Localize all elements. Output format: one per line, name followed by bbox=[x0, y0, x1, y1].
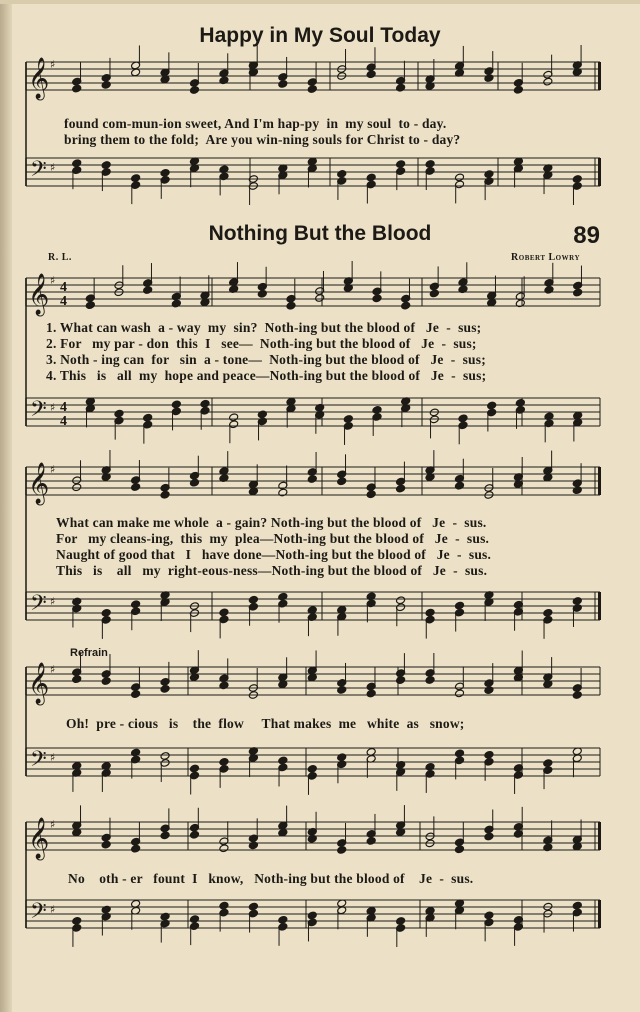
system-4-treble-note-head bbox=[454, 689, 464, 698]
system-2-treble-note-head bbox=[315, 294, 325, 303]
music-credit: Robert Lowry bbox=[511, 252, 580, 263]
system-4-bass-note-head bbox=[307, 765, 317, 774]
verse-line-1b: What can make me whole a - gain? Noth-ing but the blood of Je - sus. bbox=[56, 515, 487, 530]
system-1-bass-end-bar-thick bbox=[598, 158, 601, 186]
system-3-bass-note-head bbox=[454, 601, 464, 610]
system-1-treble-clef-icon: 𝄞 bbox=[28, 58, 50, 99]
verse-line-3a: 3. Noth - ing can for sin a - tone— Noth-ing but the blood of Je - sus; bbox=[46, 352, 486, 367]
system-1-bass-note-head bbox=[131, 174, 141, 183]
system-3-bass-note-head bbox=[101, 609, 111, 618]
verse-line-4b: This is all my right-eous-ness—Noth-ing but the blood of Je - sus. bbox=[56, 563, 488, 578]
system-2-treble-note-head bbox=[171, 299, 181, 308]
system-3-treble-note-head bbox=[72, 483, 82, 492]
system-3-bass-note-head bbox=[131, 600, 141, 609]
system-4-bass-note-head bbox=[425, 763, 435, 772]
system-2-bass-time-sig-bottom: 4 bbox=[60, 414, 67, 429]
system-4-bass-note-head bbox=[189, 764, 199, 773]
system-4-treble-note-head bbox=[572, 691, 582, 700]
system-5-treble-note-head bbox=[101, 840, 111, 849]
system-3-treble-note-head bbox=[160, 490, 170, 499]
system-1-treble-note-head bbox=[513, 85, 523, 94]
system-3-bass-note-head bbox=[425, 608, 435, 617]
system-5-treble-note-head bbox=[454, 845, 464, 854]
system-2-treble-note-head bbox=[286, 301, 296, 310]
system-4-bass-key-sharp-icon: ♯ bbox=[50, 751, 56, 764]
system-4-treble-clef-icon: 𝄞 bbox=[28, 663, 50, 704]
system-3-treble-note-head bbox=[366, 490, 376, 499]
system-4-treble-note-head bbox=[131, 690, 141, 699]
system-4-treble-note-head bbox=[396, 676, 406, 685]
system-1-bass-key-sharp-icon: ♯ bbox=[50, 161, 56, 174]
system-5-bass-key-sharp-icon: ♯ bbox=[50, 903, 56, 916]
system-4-bass-note-head bbox=[131, 748, 141, 757]
system-3-treble-end-bar-thick bbox=[598, 467, 601, 495]
system-2-bass-note-head bbox=[114, 409, 124, 418]
system-3-bass-end-bar-thick bbox=[598, 592, 601, 620]
previous-hymn-title: Happy in My Soul Today bbox=[199, 24, 441, 47]
system-3-bass-note-head bbox=[543, 608, 553, 617]
system-5-bass-note-head bbox=[396, 917, 406, 926]
system-3-bass-note-head bbox=[72, 597, 82, 606]
system-4-bass-note-head bbox=[160, 752, 170, 761]
system-4-treble-note-head bbox=[160, 685, 170, 694]
hymn-title: Nothing But the Blood bbox=[208, 222, 432, 245]
system-5-treble-end-bar-thick bbox=[598, 822, 601, 850]
verse-line-2b: For my cleans-ing, this my plea—Noth-ing but the blood of Je - sus. bbox=[56, 531, 490, 546]
system-5-bass-clef-icon: 𝄢 bbox=[30, 899, 47, 929]
system-1-treble-note-head bbox=[72, 84, 82, 93]
system-5-treble-note-head bbox=[484, 832, 494, 841]
system-2-bass-note-head bbox=[515, 399, 525, 408]
verse-line-3b: Naught of good that I have done—Noth-ing but the blood of Je - sus. bbox=[56, 547, 492, 562]
system-4-treble-note-head bbox=[101, 677, 111, 686]
system-2-treble-note-head bbox=[573, 288, 583, 297]
system-3-treble-note-head bbox=[278, 488, 288, 497]
system-2-treble-note-head bbox=[429, 289, 439, 298]
system-5-bass-note-head bbox=[307, 911, 317, 920]
system-2-bass-note-head bbox=[487, 401, 497, 410]
system-1-bass-note-head bbox=[396, 160, 406, 169]
system-5-treble-key-sharp-icon: ♯ bbox=[50, 818, 56, 831]
system-2-treble-time-sig-bottom: 4 bbox=[60, 294, 67, 309]
system-2-bass-note-head bbox=[458, 414, 468, 423]
hymn-number: 89 bbox=[573, 222, 600, 249]
system-1-treble-note-head bbox=[101, 80, 111, 89]
refrain-lyric-2: No oth - er fount I know, Noth-ing but the blood of Je - sus. bbox=[68, 871, 474, 886]
system-4-bass-note-head bbox=[278, 756, 288, 765]
system-3-treble-note-head bbox=[307, 475, 317, 484]
system-5-treble-note-head bbox=[189, 830, 199, 839]
system-2-treble-note-head bbox=[372, 294, 382, 303]
system-5-treble-note-head bbox=[219, 844, 229, 853]
system-3-treble-note-head bbox=[396, 484, 406, 493]
system-3-bass-note-head bbox=[572, 597, 582, 606]
system-4-treble-note-head bbox=[337, 686, 347, 695]
system-1-bass-clef-icon: 𝄢 bbox=[30, 157, 47, 187]
system-1-bass-note-head bbox=[454, 173, 464, 182]
system-1-treble-note-head bbox=[278, 80, 288, 89]
system-5-bass-note-head bbox=[572, 901, 582, 910]
system-2-treble-note-head bbox=[401, 301, 411, 310]
system-3-treble-note-head bbox=[337, 477, 347, 486]
system-5-bass-note-head bbox=[248, 902, 258, 911]
system-2-treble-note-head bbox=[143, 286, 153, 295]
system-3-treble-note-head bbox=[572, 486, 582, 495]
system-5-bass-note-head bbox=[219, 901, 229, 910]
system-1-treble-end-bar-thick bbox=[598, 62, 601, 90]
system-1-bass-note-head bbox=[425, 160, 435, 169]
refrain-label: Refrain bbox=[70, 647, 108, 659]
system-1-bass-note-head bbox=[72, 159, 82, 168]
system-1-treble-note-head bbox=[396, 83, 406, 92]
system-1-bass-note-head bbox=[484, 170, 494, 179]
system-2-bass-note-head bbox=[143, 413, 153, 422]
system-4-treble-note-head bbox=[484, 686, 494, 695]
system-1-bass-note-head bbox=[101, 161, 111, 170]
system-2-bass-note-head bbox=[229, 413, 239, 422]
system-3-treble-clef-icon: 𝄞 bbox=[28, 463, 50, 504]
system-2-bass-note-head bbox=[200, 399, 210, 408]
previous-hymn-lyric-1: found com-mun-ion sweet, And I'm hap-py in my soul to - day. bbox=[64, 116, 447, 131]
system-2-bass-note-head bbox=[257, 410, 267, 419]
system-2-bass-note-head bbox=[343, 415, 353, 424]
system-3-treble-note-head bbox=[454, 481, 464, 490]
system-4-treble-note-head bbox=[72, 675, 82, 684]
system-1-treble-note-head bbox=[543, 77, 553, 86]
system-4-bass-note-head bbox=[484, 750, 494, 759]
system-5-treble-note-head bbox=[160, 831, 170, 840]
system-4-treble-key-sharp-icon: ♯ bbox=[50, 663, 56, 676]
system-2-bass-key-sharp-icon: ♯ bbox=[50, 401, 56, 414]
system-3-treble-note-head bbox=[189, 478, 199, 487]
system-3-bass-key-sharp-icon: ♯ bbox=[50, 595, 56, 608]
system-2-bass-note-head bbox=[171, 400, 181, 409]
system-5-treble-note-head bbox=[131, 844, 141, 853]
system-1-treble-note-head bbox=[307, 85, 317, 94]
system-3-bass-note-head bbox=[248, 595, 258, 604]
system-1-treble-key-sharp-icon: ♯ bbox=[50, 58, 56, 71]
system-5-treble-note-head bbox=[366, 837, 376, 846]
refrain-lyric-1: Oh! pre - cious is the flow That makes me white as snow; bbox=[66, 716, 465, 731]
system-5-treble-clef-icon: 𝄞 bbox=[28, 818, 50, 859]
verse-line-1a: 1. What can wash a - way my sin? Noth-ing but the blood of Je - sus; bbox=[46, 320, 482, 335]
verse-line-2a: 2. For my par - don this I see— Noth-ing but the blood of Je - sus; bbox=[46, 336, 477, 351]
system-4-treble-note-head bbox=[425, 676, 435, 685]
verse-line-4a: 4. This is all my hope and peace—Noth-ing but the blood of Je - sus; bbox=[46, 368, 487, 383]
system-3-treble-key-sharp-icon: ♯ bbox=[50, 463, 56, 476]
system-4-bass-note-head bbox=[543, 759, 553, 768]
system-4-bass-note-head bbox=[454, 749, 464, 758]
system-2-treble-note-head bbox=[85, 301, 95, 310]
system-2-treble-note-head bbox=[544, 285, 554, 294]
system-1-treble-note-head bbox=[189, 86, 199, 95]
system-5-bass-note-head bbox=[484, 911, 494, 920]
system-1-bass-note-head bbox=[572, 175, 582, 184]
system-1-bass-note-head bbox=[366, 173, 376, 182]
system-1-treble-note-head bbox=[484, 74, 494, 83]
system-1-bass-note-head bbox=[160, 169, 170, 178]
previous-hymn-lyric-2: bring them to the fold; Are you win-ning souls for Christ to - day? bbox=[64, 132, 461, 147]
system-4-bass-note-head bbox=[337, 753, 347, 762]
system-2-bass-note-head bbox=[372, 406, 382, 415]
system-2-treble-key-sharp-icon: ♯ bbox=[50, 274, 56, 287]
system-2-treble-time-sig-top: 4 bbox=[60, 280, 67, 295]
system-1-bass-note-head bbox=[337, 170, 347, 179]
system-3-bass-note-head bbox=[396, 596, 406, 605]
system-4-bass-note-head bbox=[219, 758, 229, 767]
system-5-bass-note-head bbox=[72, 917, 82, 926]
system-2-treble-clef-icon: 𝄞 bbox=[28, 274, 50, 315]
system-5-bass-note-head bbox=[278, 915, 288, 924]
system-3-treble-note-head bbox=[131, 483, 141, 492]
system-5-treble-note-head bbox=[337, 846, 347, 855]
system-5-treble-note-head bbox=[248, 841, 258, 850]
system-2-bass-time-sig-top: 4 bbox=[60, 400, 67, 415]
system-5-bass-note-head bbox=[189, 915, 199, 924]
system-4-bass-clef-icon: 𝄢 bbox=[30, 747, 47, 777]
system-1-treble-note-head bbox=[366, 70, 376, 79]
system-2-bass-clef-icon: 𝄢 bbox=[30, 397, 47, 427]
system-3-bass-clef-icon: 𝄢 bbox=[30, 591, 47, 621]
system-4-treble-note-head bbox=[366, 689, 376, 698]
words-credit: R. L. bbox=[48, 252, 72, 263]
system-3-bass-note-head bbox=[219, 608, 229, 617]
system-2-treble-note-head bbox=[257, 289, 267, 298]
system-5-bass-end-bar-thick bbox=[598, 900, 601, 928]
system-3-bass-note-head bbox=[278, 592, 288, 601]
